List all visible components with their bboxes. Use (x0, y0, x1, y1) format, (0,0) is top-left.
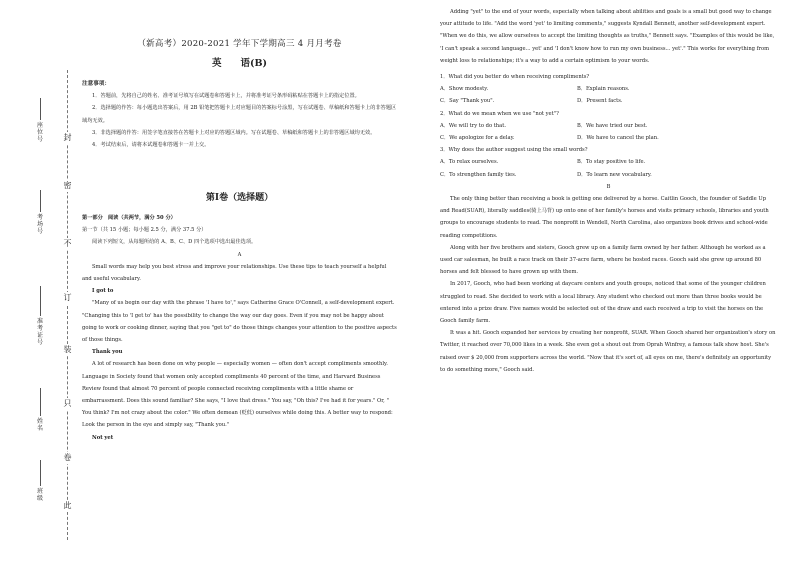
question-3-stem: 3．Why does the author suggest using the small words? (440, 147, 588, 154)
question-2-option-c: C．We apologize for a delay. (440, 135, 515, 142)
class-line (40, 460, 41, 486)
notice-item-4: 4．考试结束后，请将本试题卷和答题卡一并上交。 (92, 142, 210, 149)
question-1-option-a: A．Show modesty. (440, 86, 489, 93)
binding-margin (0, 0, 78, 562)
instruction: 阅读下列短文，从每题所给的 A、B、C、D 四个选项中选出最佳选项。 (92, 239, 257, 246)
section-title: 第Ⅰ卷（选择题） (205, 193, 274, 203)
question-1-stem: 1．What did you better do when receiving compliments? (440, 74, 590, 81)
exam-room-label: 考场号 (36, 214, 43, 235)
passage-a-paragraph-3: Adding "yet" to the end of your words, especially when talking about abilities and goals is a small but good way to change your attitude to life. "Add the word 'yet' to limiting comments," suggests Kyndall Bennett, another self-development expert. "When we do this, we allow ourselves to accept the limiting thoughts as truths," Bennett says. "Examples of this would be like, 'I can't speak a second language... yet' and 'I don't know how to run my own business... yet'." This works for everything from weight loss to relationships; it's a way to add a certain optimism to your words. (440, 9, 775, 64)
question-3-option-d: D．To learn new vocabulary. (577, 171, 652, 178)
passage-b-paragraph-2: Along with her five brothers and sisters, Gooch grew up on a family farm owned by her father. Although he worked as a used car salesman, he built a race track on their 37-acre farm, where he hosted races. Gooch said she grew up around 80 horses and felt blessed to have grown up with them. (440, 244, 766, 276)
exam-room-line (40, 190, 41, 212)
passage-a-label: A (237, 251, 242, 258)
question-1-option-b: B．Explain reasons. (577, 86, 630, 93)
class-label: 班级 (36, 488, 43, 502)
notice-item-1: 1．答题前，先将自己的姓名、准考证号填写在试题卷和答题卡上，并将准考证号条形码粘贴在答题卡上的指定位置。 (92, 93, 360, 100)
notice-item-2: 2．选择题的作答：每小题选出答案后，用 2B 铅笔把答题卡上对应题目的答案标号涂黑，写在试题卷、草稿纸和答题卡上的非答题区域均无效。 (82, 105, 397, 124)
binding-char-2: 密 (63, 181, 72, 190)
question-2-option-d: D．We have to cancel the plan. (577, 135, 659, 142)
binding-char-1: 封 (63, 133, 72, 142)
notice-heading: 注意事项： (82, 81, 110, 87)
passage-b-paragraph-1: The only thing better than receiving a book is getting one delivered by a horse. Caitlin Gooch, the founder of Saddle Up and Read(SUAR), literally saddles(骑上马背) up onto one of her family's horses and visits primary schools, libraries and youth groups to encourage students to read. The nonprofit in Wendell, North Carolina, also organizes book drives and school-wide reading competitions. (440, 196, 769, 239)
passage-b-label: B (606, 183, 611, 190)
notice-block (82, 78, 397, 151)
passage-b-paragraph-4: It was a hit. Gooch expanded her services by creating her nonprofit, SUAR. When Gooch shared her organization's story on Twitter, it reached over 70,000 likes in a week. She even got a shout out from Oprah Winfrey, a famous talk show host. She's raised over $ 20,000 from supporters across the world. "Now that it's sort of, all eyes on me, there's definitely an opportunity to do something more," Gooch said. (440, 330, 776, 373)
binding-char-6: 只 (63, 399, 72, 408)
binding-char-8: 此 (63, 501, 72, 510)
question-2 (440, 108, 777, 145)
passage-b-paragraph-3: In 2017, Gooch, who had been working at daycare centers and youth groups, noticed that some of the younger children struggled to read. She decided to work with a local library. Any student who checked out more than three books would be entered into a prize draw. Five names would be selected out of the draw and each received a trip to visit the horses on the Gooch family farm. (440, 281, 766, 325)
passage-a-heading-1: I got to (92, 288, 114, 295)
section-heading: 第一节（共 15 小题；每小题 2.5 分，满分 37.5 分） (82, 227, 207, 234)
part1-block (82, 212, 397, 444)
binding-char-7: 卷 (63, 453, 72, 462)
binding-char-5: 装 (63, 345, 72, 354)
admission-number-label: 准考证号 (36, 318, 43, 346)
name-label: 姓名 (36, 418, 43, 432)
seat-number-line (40, 98, 41, 120)
admission-number-line (40, 286, 41, 316)
binding-char-4: 订 (63, 293, 72, 302)
question-2-stem: 2．What do we mean when we use "not yet"? (440, 110, 559, 117)
question-1-option-d: D．Present facts. (577, 98, 623, 105)
subject-title: 英 语(B) (211, 58, 268, 69)
passage-a-heading-2: Thank you (92, 349, 123, 356)
seat-number-label: 座位号 (36, 122, 43, 143)
passage-a-intro: Small words may help you best stress and improve your relationships. Use these tips to teach yourself a helpful and useful vocabulary. (82, 263, 387, 283)
question-2-option-a: A．We will try to do that. (440, 122, 506, 129)
notice-item-3: 3．非选择题的作答：用签字笔直接答在答题卡上对应的答题区域内。写在试题卷、草稿纸和答题卡上的非答题区域均无效。 (92, 129, 376, 136)
passage-a-paragraph-1: "Many of us begin our day with the phrase 'I have to'," says Catherine Grace O'Connell, a self-development expert. "Changing this to 'I get to' has the possibility to change the way our day goes. Even if you may not be happy about going to work or cooking dinner, saying that you "get to" do those things changes your attention to the positive aspects of those things. (82, 300, 397, 344)
exam-title: （新高考）2020-2021 学年下学期高三 4 月月考卷 (137, 39, 342, 49)
binding-char-3: 不 (63, 239, 72, 248)
question-3 (440, 144, 777, 181)
question-3-option-c: C．To strengthen family ties. (440, 171, 517, 178)
passage-a-paragraph-2: A lot of research has been done on why people — especially women — often don't accept compliments smoothly. Language in Society found that women only accepted compliments 40 percent of the time, and Harvard Business Review found that almost 70 percent of people connected receiving compliments with a little shame or embarrassment. Does this sound familiar? She says, "I love that dress." You say, "Oh this? I've had it for years." Or, " You think? I'm not crazy about the color." We often demean (贬低) ourselves while doing this. A better way to respond: Look the person in the eye and simply say, "Thank you." (82, 361, 393, 429)
right-column (440, 6, 777, 376)
passage-a-heading-3: Not yet (92, 434, 114, 441)
name-line (40, 388, 41, 416)
question-3-option-b: B．To stay positive to life. (577, 159, 646, 166)
question-2-option-b: B．We have tried our best. (577, 122, 648, 129)
part-heading: 第一部分 阅读（共两节，满分 50 分） (82, 215, 176, 221)
question-3-option-a: A．To relax ourselves. (440, 159, 499, 166)
question-1 (440, 71, 777, 108)
question-1-option-c: C．Say "Thank you". (440, 98, 495, 105)
